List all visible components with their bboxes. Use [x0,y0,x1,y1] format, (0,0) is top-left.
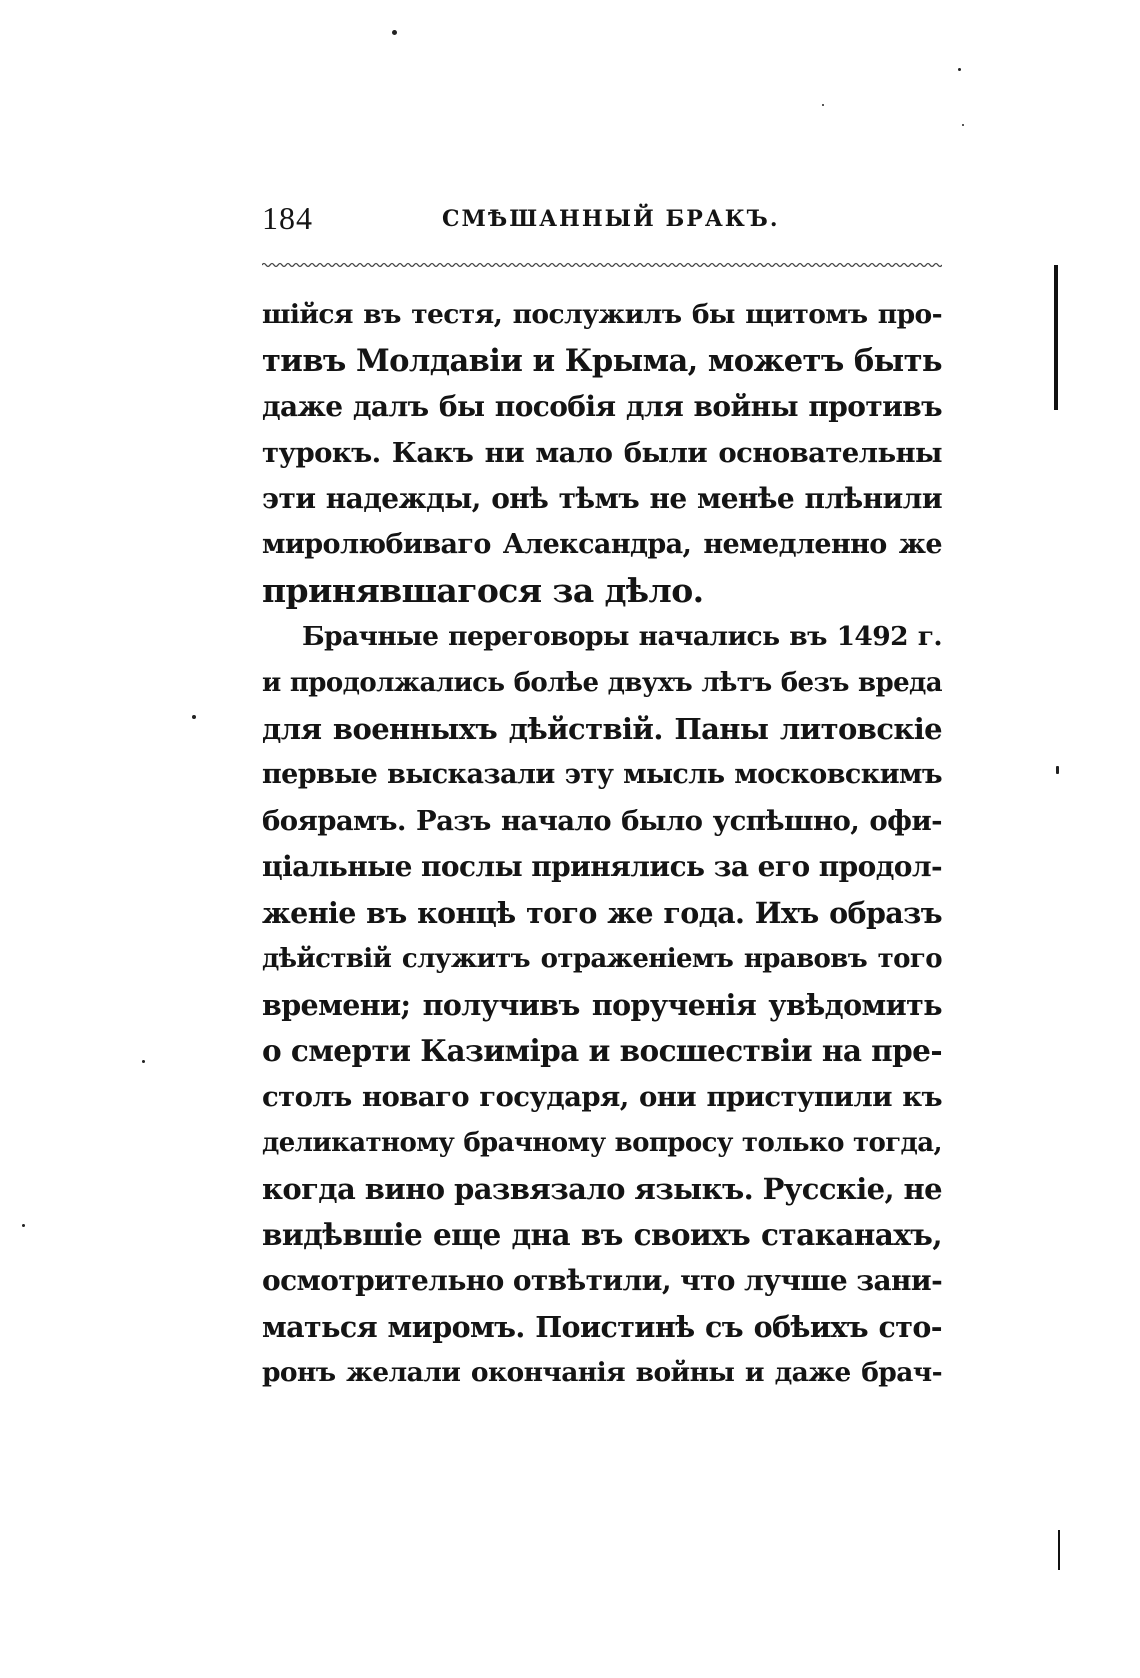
page-number: 184 [262,200,313,236]
scan-speck [22,1224,25,1227]
text-line: о смерти Казиміра и восшествіи на пре- [262,1033,942,1068]
text-line: дѣйствій служитъ отраженіемъ нравовъ того [262,944,942,974]
text-line: видѣвшіе еще дна въ своихъ стаканахъ, [262,1217,942,1252]
scan-speck [958,68,961,71]
text-line: женіе въ концѣ того же года. Ихъ образъ [262,896,942,930]
scan-speck [192,715,196,719]
text-line: эти надежды, онѣ тѣмъ не менѣе плѣнили [262,482,942,515]
text-line: маться миромъ. Поистинѣ съ обѣихъ сто- [262,1310,942,1344]
scan-speck [142,1060,145,1063]
scan-speck [822,104,824,106]
text-line: столъ новаго государя, они приступили къ [262,1081,942,1113]
scan-speck [392,30,397,35]
text-line: тивъ Молдавіи и Крыма, можетъ быть [262,343,942,379]
text-line: ронъ желали окончанія войны и даже брач- [262,1357,942,1388]
text-line: шійся въ тестя, послужилъ бы щитомъ про- [262,299,942,330]
text-line: даже далъ бы пособія для войны противъ [262,390,942,423]
text-line: осмотрительно отвѣтили, что лучше зани- [262,1264,943,1297]
text-line: миролюбиваго Александра, немедленно же [262,529,942,560]
body-text [262,292,942,1396]
text-line: турокъ. Какъ ни мало были основательны [262,437,942,469]
scan-speck [962,124,964,126]
paragraph-start-line: Брачные переговоры начались въ 1492 г. [302,621,942,652]
page-edge-shadow [1054,265,1058,410]
text-line: боярамъ. Разъ начало было успѣшно, офи- [262,805,942,837]
text-line: времени; получивъ порученія увѣдомить [262,988,942,1022]
text-line: когда вино развязало языкъ. Русскіе, не [262,1172,942,1206]
page-edge-shadow [1058,1530,1060,1570]
text-line: и продолжались болѣе двухъ лѣтъ безъ вреда [262,668,942,698]
text-line: ціальные послы принялись за его продол- [262,850,942,883]
text-line: деликатному брачному вопросу только тогда, [262,1128,942,1158]
text-line: для военныхъ дѣйствій. Паны литовскіе [262,712,942,746]
scan-speck [1056,766,1059,774]
running-title: СМѢШАННЫЙ БРАКЪ. [442,206,780,232]
header-rule [262,261,942,269]
page-header [262,200,942,250]
text-line: первые высказали эту мысль московскимъ [262,759,942,790]
text-line: принявшагося за дѣло. [262,571,704,610]
